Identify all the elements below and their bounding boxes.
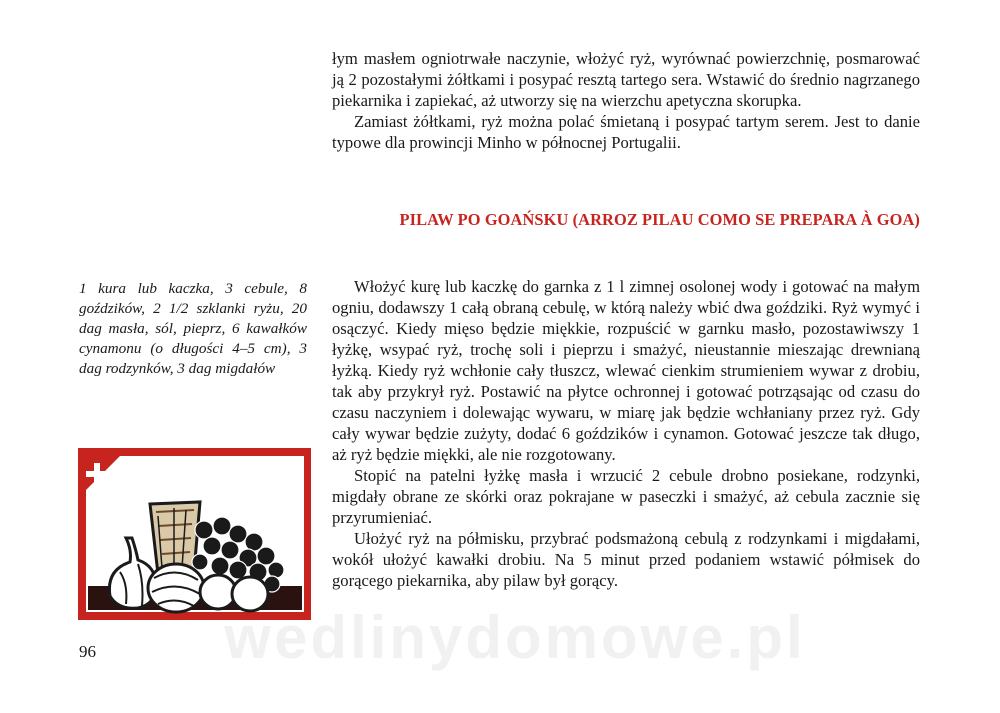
page-number: 96	[79, 642, 96, 661]
intro-paragraph-1: łym masłem ogniotrwałe naczynie, włożyć ryż, wyrównać powierzchnię, posmarować ją 2 pozostałymi żółtkami i posypać resztą tartego sera. Wstawić do średnio nagrzanego piekarnika i zapiekać, aż utworzy się na wierzchu apetyczna skorupka.	[332, 49, 920, 110]
still-life-illustration	[76, 446, 313, 622]
ingredients-list: 1 kura lub kaczka, 3 cebule, 8 goździków, 2 1/2 szklanki ryżu, 20 dag masła, sól, pieprz, 6 kawałków cynamonu (o długości 4–5 cm), 3 dag rodzynków, 3 dag migdałów	[79, 280, 307, 377]
method-paragraph-2: Stopić na patelni łyżkę masła i wrzucić 2 cebule drobno posiekane, rodzynki, migdały obrane ze skórki oraz pokrajane w paseczki i smażyć, aż cebula zacznie się przyrumieniać.	[332, 466, 920, 527]
intro-paragraph-2: Zamiast żółtkami, ryż można polać śmietaną i posypać tartym serem. Jest to danie typowe dla prowincji Minho w północnej Portugalii.	[332, 112, 920, 152]
recipe-method	[332, 276, 920, 591]
intro-text	[332, 48, 920, 153]
method-paragraph-1: Włożyć kurę lub kaczkę do garnka z 1 l zimnej osolonej wody i gotować na małym ogniu, dodawszy 1 całą obraną cebulę, w którą należy wbić dwa goździki. Ryż wymyć i osączyć. Kiedy mięso będzie miękkie, rozpuścić w garnku masło, pozostawiwszy 1 łyżkę, wsypać ryż, trochę soli i pieprzu i smażyć, nieustannie mieszając drewnianą łyżką. Kiedy ryż wchłonie cały tłuszcz, wlewać cienkim strumieniem wywar z drobiu, tak aby przykrył ryż. Postawić na płytce ochronnej i gotować potrząsając od czasu do czasu naczyniem i dolewając wywaru, w miarę jak będzie wchłaniany przez ryż. Gdy cały wywar będzie zużyty, dodać 6 goździków i cynamon. Gotować jeszcze tak długo, aż ryż będzie miękki, ale nie rozgotowany.	[332, 277, 920, 464]
recipe-title: PILAW PO GOAŃSKU (ARROZ PILAU COMO SE PREPARA À GOA)	[399, 210, 920, 229]
watermark: wedlinydomowe.pl	[224, 604, 806, 671]
method-paragraph-3: Ułożyć ryż na półmisku, przybrać podsmażoną cebulą z rodzynkami i migdałami, wokół ułożyć kawałki drobiu. Na 5 minut przed podaniem wstawić półmisek do gorącego piekarnika, aby pilaw był gorący.	[332, 529, 920, 590]
